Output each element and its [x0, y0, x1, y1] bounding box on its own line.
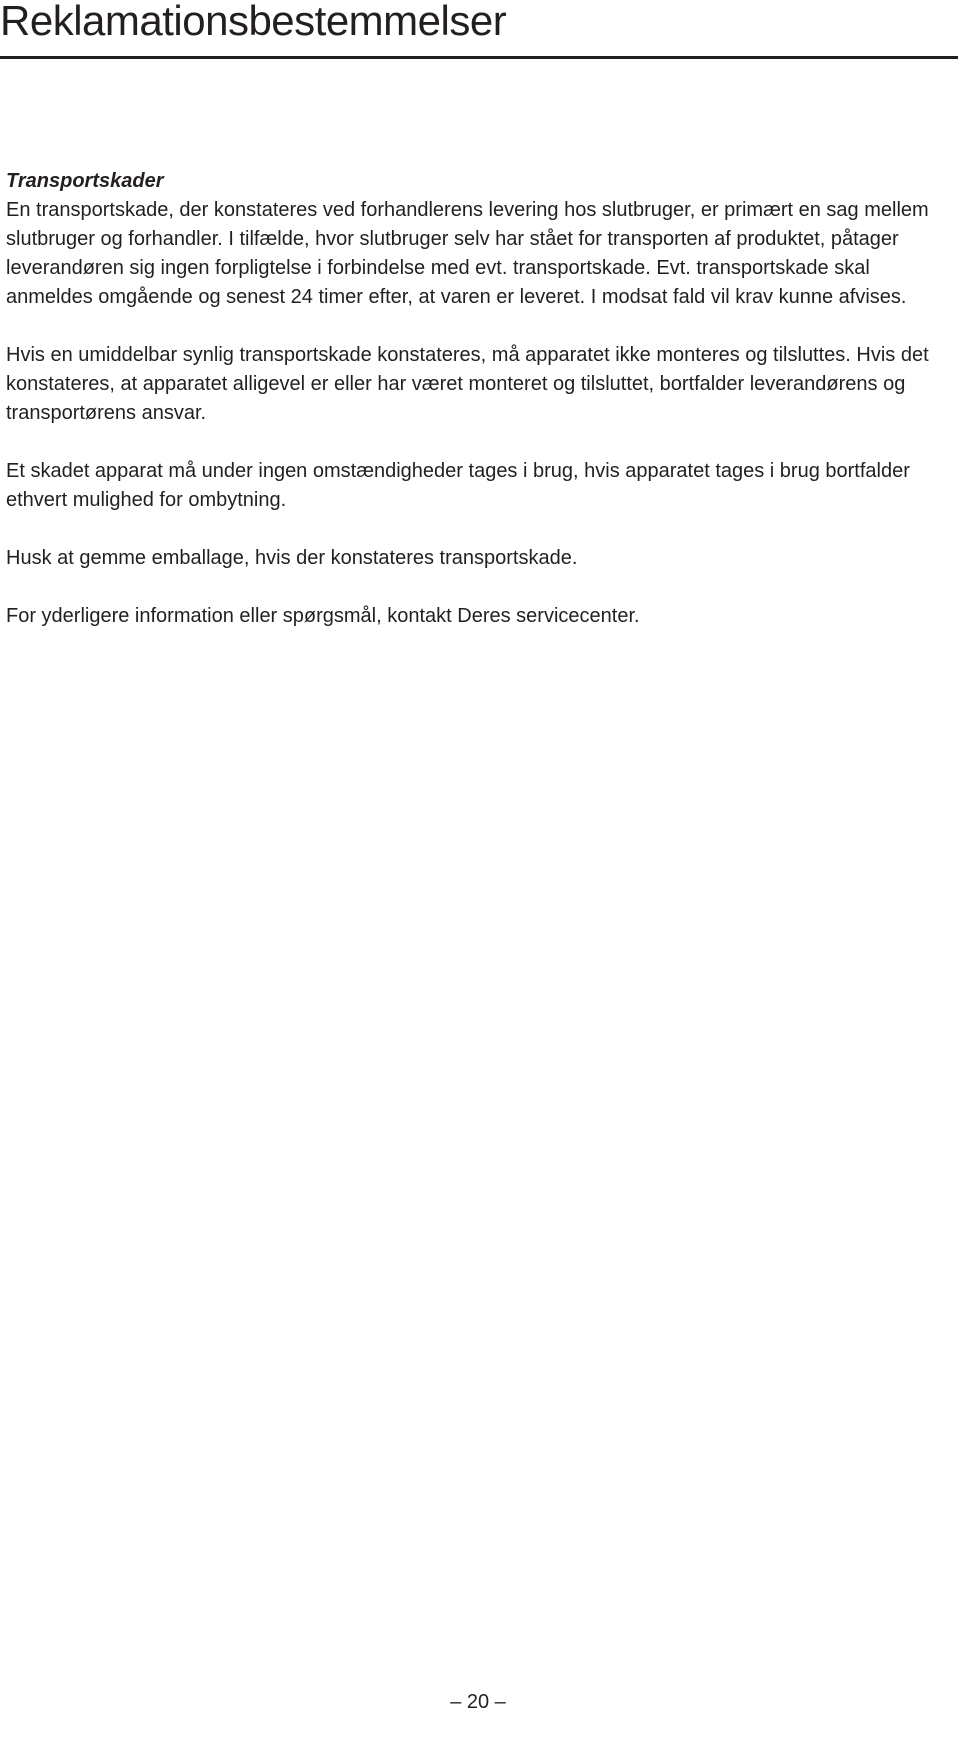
- title-divider: [0, 56, 958, 59]
- paragraph-contact-service: For yderligere information eller spørgsmål, kontakt Deres servicecenter.: [6, 605, 640, 627]
- document-body: [6, 167, 946, 631]
- paragraph-visible-damage: Hvis en umiddelbar synlig transportskade konstateres, må apparatet ikke monteres og tilsluttes. Hvis det konstateres, at apparatet alligevel er eller har været monteret og tilsluttet, bortfalder leverandørens og transportørens ansvar.: [6, 344, 929, 424]
- section-heading: Transportskader: [6, 170, 164, 192]
- paragraph-transport-damage: En transportskade, der konstateres ved forhandlerens levering hos slutbruger, er primært en sag mellem slutbruger og forhandler. I tilfælde, hvor slutbruger selv har stået for transporten af produktet, påtager leverandøren sig ingen forpligtelse i forbindelse med evt. transportskade. Evt. transportskade skal anmeldes omgående og senest 24 timer efter, at varen er leveret. I modsat fald vil krav kunne afvises.: [6, 199, 929, 308]
- page-number: – 20 –: [450, 1691, 506, 1713]
- page-title: Reklamationsbestemmelser: [0, 0, 507, 44]
- paragraph-keep-packaging: Husk at gemme emballage, hvis der konstateres transportskade.: [6, 547, 578, 569]
- paragraph-damaged-appliance: Et skadet apparat må under ingen omstændigheder tages i brug, hvis apparatet tages i brug bortfalder ethvert mulighed for ombytning.: [6, 460, 910, 511]
